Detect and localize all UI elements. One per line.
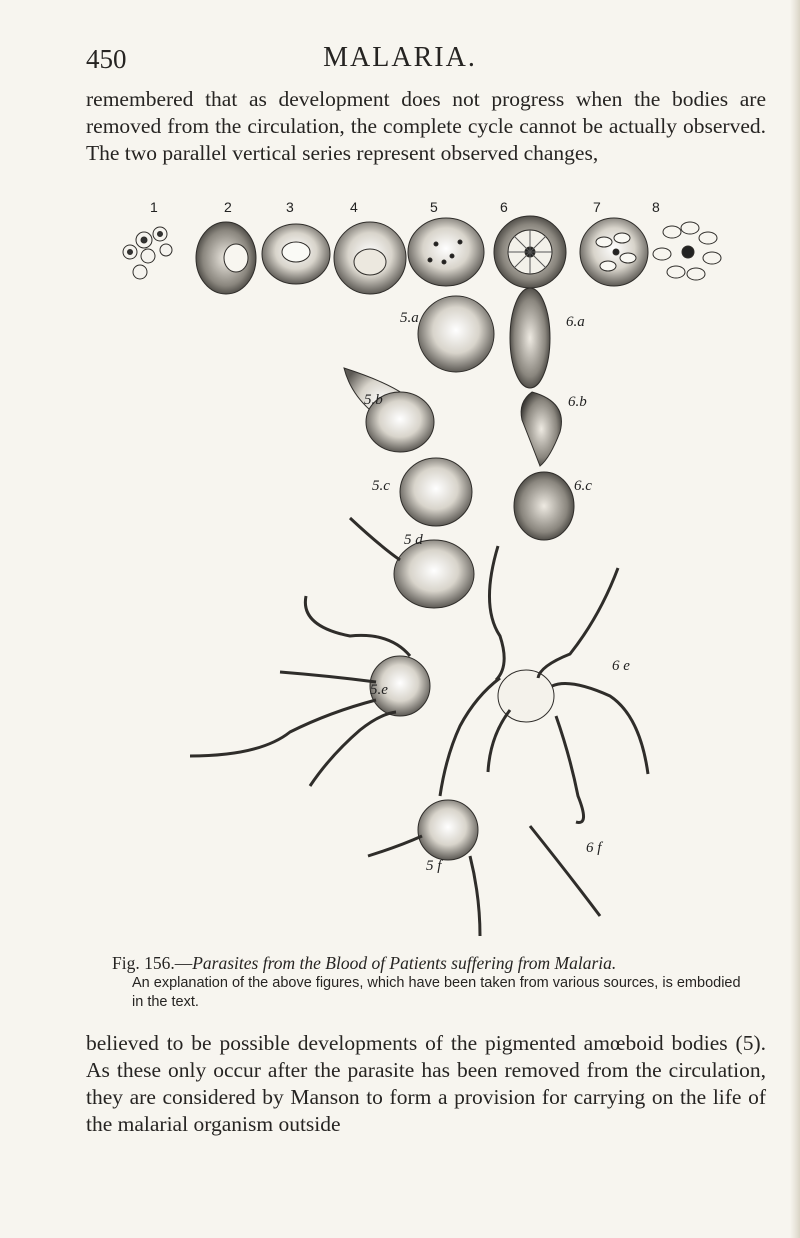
malaria-parasites-illustration [100, 196, 780, 946]
cell-6-rosette [494, 216, 566, 288]
label-6e: 6 e [612, 658, 630, 674]
cell-5c [400, 458, 472, 526]
cell-6b [521, 392, 561, 466]
label-6b: 6.b [568, 394, 587, 410]
figure-title: Parasites from the Blood of Patients suffering from Malaria. [192, 953, 617, 973]
label-5a: 5.a [400, 310, 419, 326]
figure-number: Fig. 156.— [112, 953, 193, 973]
cell-1-small-rings [123, 227, 172, 279]
column-number-5: 5 [430, 199, 438, 215]
figure-156 [100, 196, 780, 946]
label-6c: 6.c [574, 478, 592, 494]
column-number-7: 7 [593, 199, 601, 215]
series-cells [344, 288, 574, 860]
top-row-cells [123, 216, 721, 294]
label-6f: 6 f [586, 840, 602, 856]
label-5e: 5.e [370, 682, 388, 698]
cell-5f [418, 800, 478, 860]
cell-2 [196, 222, 256, 294]
cell-5a [418, 296, 494, 372]
column-number-2: 2 [224, 199, 232, 215]
caption-title [112, 952, 752, 974]
cell-7-segmenting [580, 218, 648, 286]
page-number: 450 [86, 44, 127, 74]
paragraph-text: believed to be possible developments of the pigmented amœboid bodies (5). As these only occur after the parasite has been removed from the circulation, they are considered by Manson to form a provision for carrying on the life of the malarial organism outside [86, 1031, 766, 1136]
column-number-1: 1 [150, 199, 158, 215]
label-5d: 5 d [404, 532, 423, 548]
body-paragraph-bottom [86, 1030, 766, 1138]
cell-6a [510, 288, 550, 388]
figure-caption [112, 952, 752, 1012]
cell-3 [262, 224, 330, 284]
column-numbers [150, 199, 660, 215]
column-number-6: 6 [500, 199, 508, 215]
cell-5 [408, 218, 484, 286]
page-header [0, 40, 800, 80]
label-5f: 5 f [426, 858, 442, 874]
column-number-4: 4 [350, 199, 358, 215]
label-5b: 5.b [364, 392, 383, 408]
caption-note: An explanation of the above figures, which have been taken from various sources, is embodied in the text. [132, 975, 741, 1010]
cell-6c [514, 472, 574, 540]
cell-8-spores [653, 222, 721, 280]
cell-4 [334, 222, 406, 294]
column-number-8: 8 [652, 199, 660, 215]
body-paragraph-top [86, 86, 766, 167]
label-5c: 5.c [372, 478, 390, 494]
running-title: MALARIA. [323, 42, 477, 73]
column-number-3: 3 [286, 199, 294, 215]
cell-5d [394, 540, 474, 608]
paragraph-text: remembered that as development does not progress when the bodies are removed from the circulation, the complete cycle cannot be actually observed. The two parallel vertical series represent observed changes, [86, 87, 766, 165]
page-edge [790, 0, 800, 1238]
label-6a: 6.a [566, 314, 585, 330]
